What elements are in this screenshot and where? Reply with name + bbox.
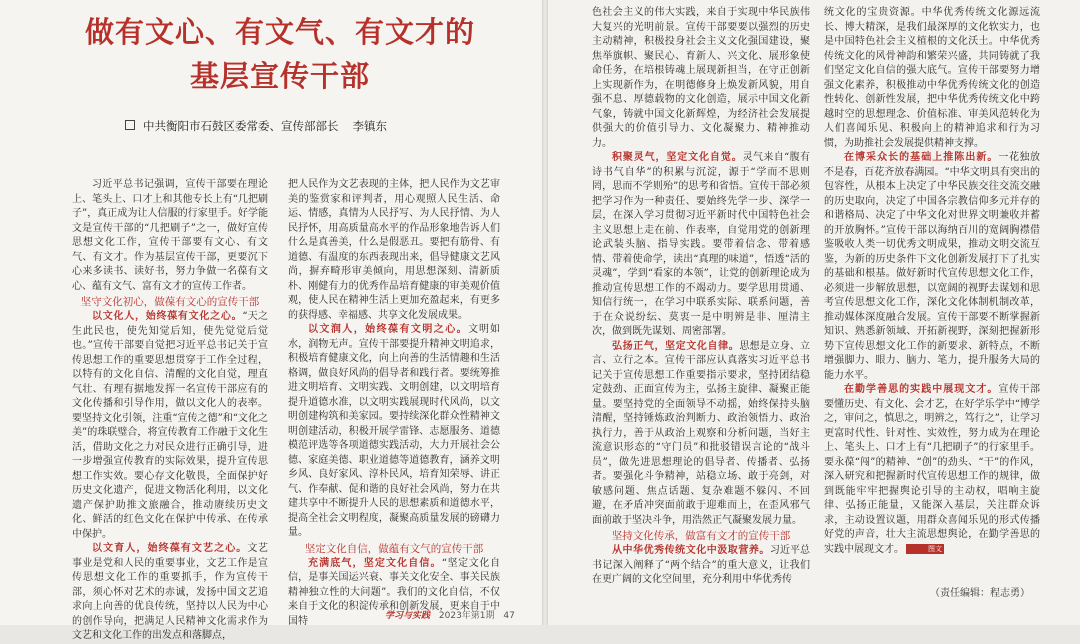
paragraph <box>592 544 810 588</box>
paragraph: 把人民作为文艺表现的主体，把人民作为文艺审美的鉴赏家和评判者，用心观照人民生活、命运、情感，真情为人民抒写、为人民抒情、为人民抒怀，用高质量高水平的作品形象地告诉人们什么是真善美，什么是假恶丑。要把有筋骨、有道德、有温度的东西表现出来，倡导健康文艺风尚，摒弃畸形审美倾向，用思想深刻、清新质朴、刚健有力的优秀作品培育健康的审美观价值观，使人民在精神生活上更加充盈起来，有更多的获得感、幸福感、共享文化发展成果。 <box>288 179 500 321</box>
paragraph: 色社会主义的伟大实践，来自于实现中华民族伟大复兴的光明前景。宣传干部要要以强烈的历史主动精神，积极投身社会主义文化强国建设，聚焦举旗帜、聚民心、育新人、兴文化、展形象使命任务，在培根铸魂上展现新担当，在守正创新上实现新作为，在明德修身上焕发新风貌，用自强不息、厚德载物的文化创造，展示中国文化新气象，铸就中国文化新辉煌，为经济社会发展提供强大的价值引导力、文化凝聚力、精神推动力。 <box>592 7 810 149</box>
column-1 <box>72 178 269 641</box>
paragraph-body: “坚定文化自信，是事关国运兴衰、事关文化安全、事关民族精神独立性的大问题”。我们的文化自信，不仅来自于文化的积淀传承和创新发展，更来自于中国特 <box>288 557 500 627</box>
paragraph: 统文化的宝贵资源。中华优秀传统文化源远流长、博大精深，是我们最深厚的文化软实力，也是中国特色社会主义植根的文化沃土。中华优秀传统文化的风骨神韵和繁荣兴盛，共同铸就了我们坚定文化自信的强大底气。宣传干部要努力增强文化素养，积极推动中华优秀传统文化的创造性转化、创新性发展，把中华优秀传统文化中跨越时空的思想理念、价值标准、审美风范转化为人们喜闻乐见、积极向上的精神追求和行为习惯，为助推社会发展提供精神支撑。 <box>824 7 1040 149</box>
byline-box-icon <box>125 120 135 130</box>
paragraph <box>72 310 268 542</box>
page-footer <box>385 608 515 621</box>
byline-author: 李镇东 <box>352 119 387 133</box>
section-heading-1: 坚守文化初心，做葆有文心的宣传干部 <box>80 296 260 308</box>
paragraph <box>592 340 810 529</box>
paragraph-body: 文明如水，润物无声。宣传干部要提升精神文明追求，积极培育健康文化，向上向善的生活情趣和生活格调，做良好风尚的倡导者和践行者。要统筹推进文明培育、文明实践、文明创建，以文明培育提升道德水准，以文明实践展现时代风尚，以文明创建构筑和美家园。要持续深化群众性精神文明创建活动，积极开展学雷锋、志愿服务、道德模范评选等各项道德实践活动，大力开展社会公德、家庭美德、职业道德等道德教育，涵养文明乡风、良好家风、淳朴民风，培育知荣辱、讲正气、作奉献、促和谐的良好社会风尚，努力在共建共享中不断提升人民的思想素质和道德水平，提高全社会文明程度，凝聚高质量发展的磅礴力量。 <box>288 324 500 538</box>
column-4 <box>824 6 1040 576</box>
paragraph-lead: 充满底气，坚定文化自信。 <box>308 557 442 569</box>
paragraph-body: 灵气来自“腹有诗书气自华”的积累与沉淀，源于“学而不思则罔，思而不学则殆”的思考和省悟。宣传干部必须把学习作为一种责任、要始终先学一步、深学一层，在深入学习贯彻习近平新时代中国特色社会主义思想上走在前、作表率，自觉用党的创新理论武装头脑、指导实践。要带着信念、带着感情、带着使命学，读出“真理的味道”，悟透“活的灵魂”，学到“看家的本领”，让党的创新理论成为推动宣传思想工作的不竭动力。要学思用贯通、知信行统一，在学习中联系实际、联系问题，善于在众说纷纭、莫衷一是中明辨是非、厘清主次，做到既先谋划、周密部署。 <box>592 152 810 337</box>
article-title-line1: 做有文心、有文气、有文才的 <box>84 15 475 49</box>
byline-org: 中共衡阳市石鼓区委常委、宣传部部长 <box>143 119 339 133</box>
column-3 <box>592 6 810 608</box>
paragraph <box>72 542 268 644</box>
paragraph-body: 思想是立身、立言、立行之本。宣传干部应认真落实习近平总书记关于宣传思想工作重要指示要求，坚持团结稳定鼓劲、正面宣传为主，弘扬主旋律、凝聚正能量。要坚持党的全面领导不动摇，始终保持头脑清醒，坚持锤炼政治判断力、政治领悟力、政治执行力，善于从政治上观察和分析问题，当好主流意识形态的“守门员”和批驳错误言论的“战斗员”，做先进思想理论的倡导者、传播者、弘扬者。要强化斗争精神，站稳立场、敢于亮剑，对敏感问题、焦点话题、复杂难题不躲闪、不回避，在矛盾冲突面前敢于迎难而上，在歪风邪气面前敢于坚决斗争，用浩然正气凝聚发展力量。 <box>592 340 811 526</box>
paragraph-lead: 弘扬正气，坚定文化自律。 <box>612 340 740 352</box>
end-mark-icon: 图文 <box>906 544 944 554</box>
paragraph <box>288 323 500 541</box>
section-heading-3: 坚持文化传承，做富有文才的宣传干部 <box>611 530 791 542</box>
paragraph-lead: 积聚灵气，坚定文化自觉。 <box>612 152 743 163</box>
paragraph-lead: 以文育人，始终葆有文艺之心。 <box>92 543 248 554</box>
paragraph-lead: 在勤学善思的实践中展现文才。 <box>844 384 999 395</box>
section-heading-2: 坚定文化自信，做蕴有文气的宣传干部 <box>304 542 484 555</box>
paragraph-body: 文艺事业是党和人民的重要事业，文艺工作是宣传思想文化工作的重要抓手，作为宣传干部，须心怀对艺术的赤诚，发扬中国文艺追求向上向善的优良传统，坚持以人民为中心的创作导向，把满足人民精神文化需求作为文艺和文化工作的出发点和落脚点， <box>72 543 269 641</box>
article-title-line2: 基层宣传干部 <box>189 59 370 93</box>
paragraph-body: 一花独放不是春，百花齐放春满园。“中华文明具有突出的包容性，从根本上决定了中华民族交往交流交融的历史取向，决定了中国各宗教信仰多元并存的和谐格局、决定了中华文化对世界文明兼收并蓄的开放胸怀。”宣传干部以海纳百川的宽阔胸襟借鉴吸收人类一切优秀文明成果，推动文明交流互鉴，为新的历史条件下文化创新发展打下了扎实的基础和根基。做好新时代宣传思想文化工作，必须进一步解放思想，以宽阔的视野去谋划和思考宣传思想文化工作，深化文化体制机制改革，推动媒体深度融合发展。宣传干部要不断掌握新知识、熟悉新领域、开拓新视野，深刻把握新形势下宣传思想文化工作的新要求、新特点，不断增强脚力、眼力、脑力、笔力，提升服务大局的能力水平。 <box>824 152 1041 381</box>
issue-number: 2023年第1期 <box>438 611 495 621</box>
paragraph-lead: 从中华优秀传统文化中汲取营养。 <box>612 545 770 556</box>
intro-paragraph: 习近平总书记强调，宣传干部要在理论上、笔头上、口才上和其他专长上有“几把刷子”，真正成为让人信服的行家里手。好学能文是宣传干部的“几把刷子”之一，做好宣传思想文化工作，宣传干部要有文心、有文气、有文才。作为基层宣传干部，更要沉下心来多读书、读好书，努力争做一名葆有文心、蕴有文气、富有文才的宣传工作者。 <box>72 179 268 292</box>
paragraph-lead: 以文润人，始终葆有文明之心。 <box>308 324 469 335</box>
byline <box>125 118 387 134</box>
paragraph <box>592 151 810 340</box>
paragraph-lead: 在博采众长的基础上推陈出新。 <box>844 152 999 163</box>
paragraph <box>824 383 1040 557</box>
paragraph-body: “天之生此民也，使先知觉后知，使先觉觉后觉也。”宣传干部要自觉把习近平总书记关于宣传思想工作的重要思想贯穿于工作全过程，以特有的文化自信、清醒的文化自觉，理直气壮、有理有据地发挥一名宣传干部应有的文化传播和引导作用，做以文化人的表率。要坚持文化引领，注重“宣传之德”和“文化之美”的珠联璧合，将宣传教育工作融于文化生活，借助文化之力对民众进行正确引导，进一步增强宣传教育的实际效果，提升宣传思想工作实效。要心存文化敬畏，全面保护好历史文化遗产，促进文物活化利用，以文化遗产保护助推文旅融合，推动赓续历史文化、鲜活的红色文化在保护中传承、在传承中保护。 <box>72 311 268 540</box>
paragraph-lead: 以文化人，始终葆有文化之心。 <box>92 311 243 322</box>
paragraph-body: 习近平总书记深入阐释了“两个结合”的重大意义，让我们在更广阔的文化空间里，充分利用中华优秀传 <box>592 545 811 585</box>
page-number: 47 <box>503 611 515 621</box>
right-page <box>548 0 1080 625</box>
responsible-editor: （责任编辑：程志勇） <box>930 588 1030 599</box>
left-page <box>0 0 542 641</box>
paragraph-body: 宣传干部要懂历史、有文化、会才艺，在好学乐学中“博学之，审问之，慎思之，明辨之，笃行之”，让学习更富时代性、针对性、实效性，努力成为在理论上、笔头上、口才上有“几把刷子”的行家里手。要永葆“闯”的精神、“创”的劲头、“干”的作风，深入研究和把握新时代宣传思想工作的规律，做到既能牢牢把握舆论引导的主动权，唱响主旋律、弘扬正能量，又能深入基层，关注群众诉求，主动设置议题，用群众喜闻乐见的形式传播好党的声音，壮大主流思想舆论，在勤学善思的实践中展现文才。 <box>824 384 1041 555</box>
paragraph <box>824 151 1040 383</box>
magazine-name: 学习与实践 <box>385 611 431 621</box>
